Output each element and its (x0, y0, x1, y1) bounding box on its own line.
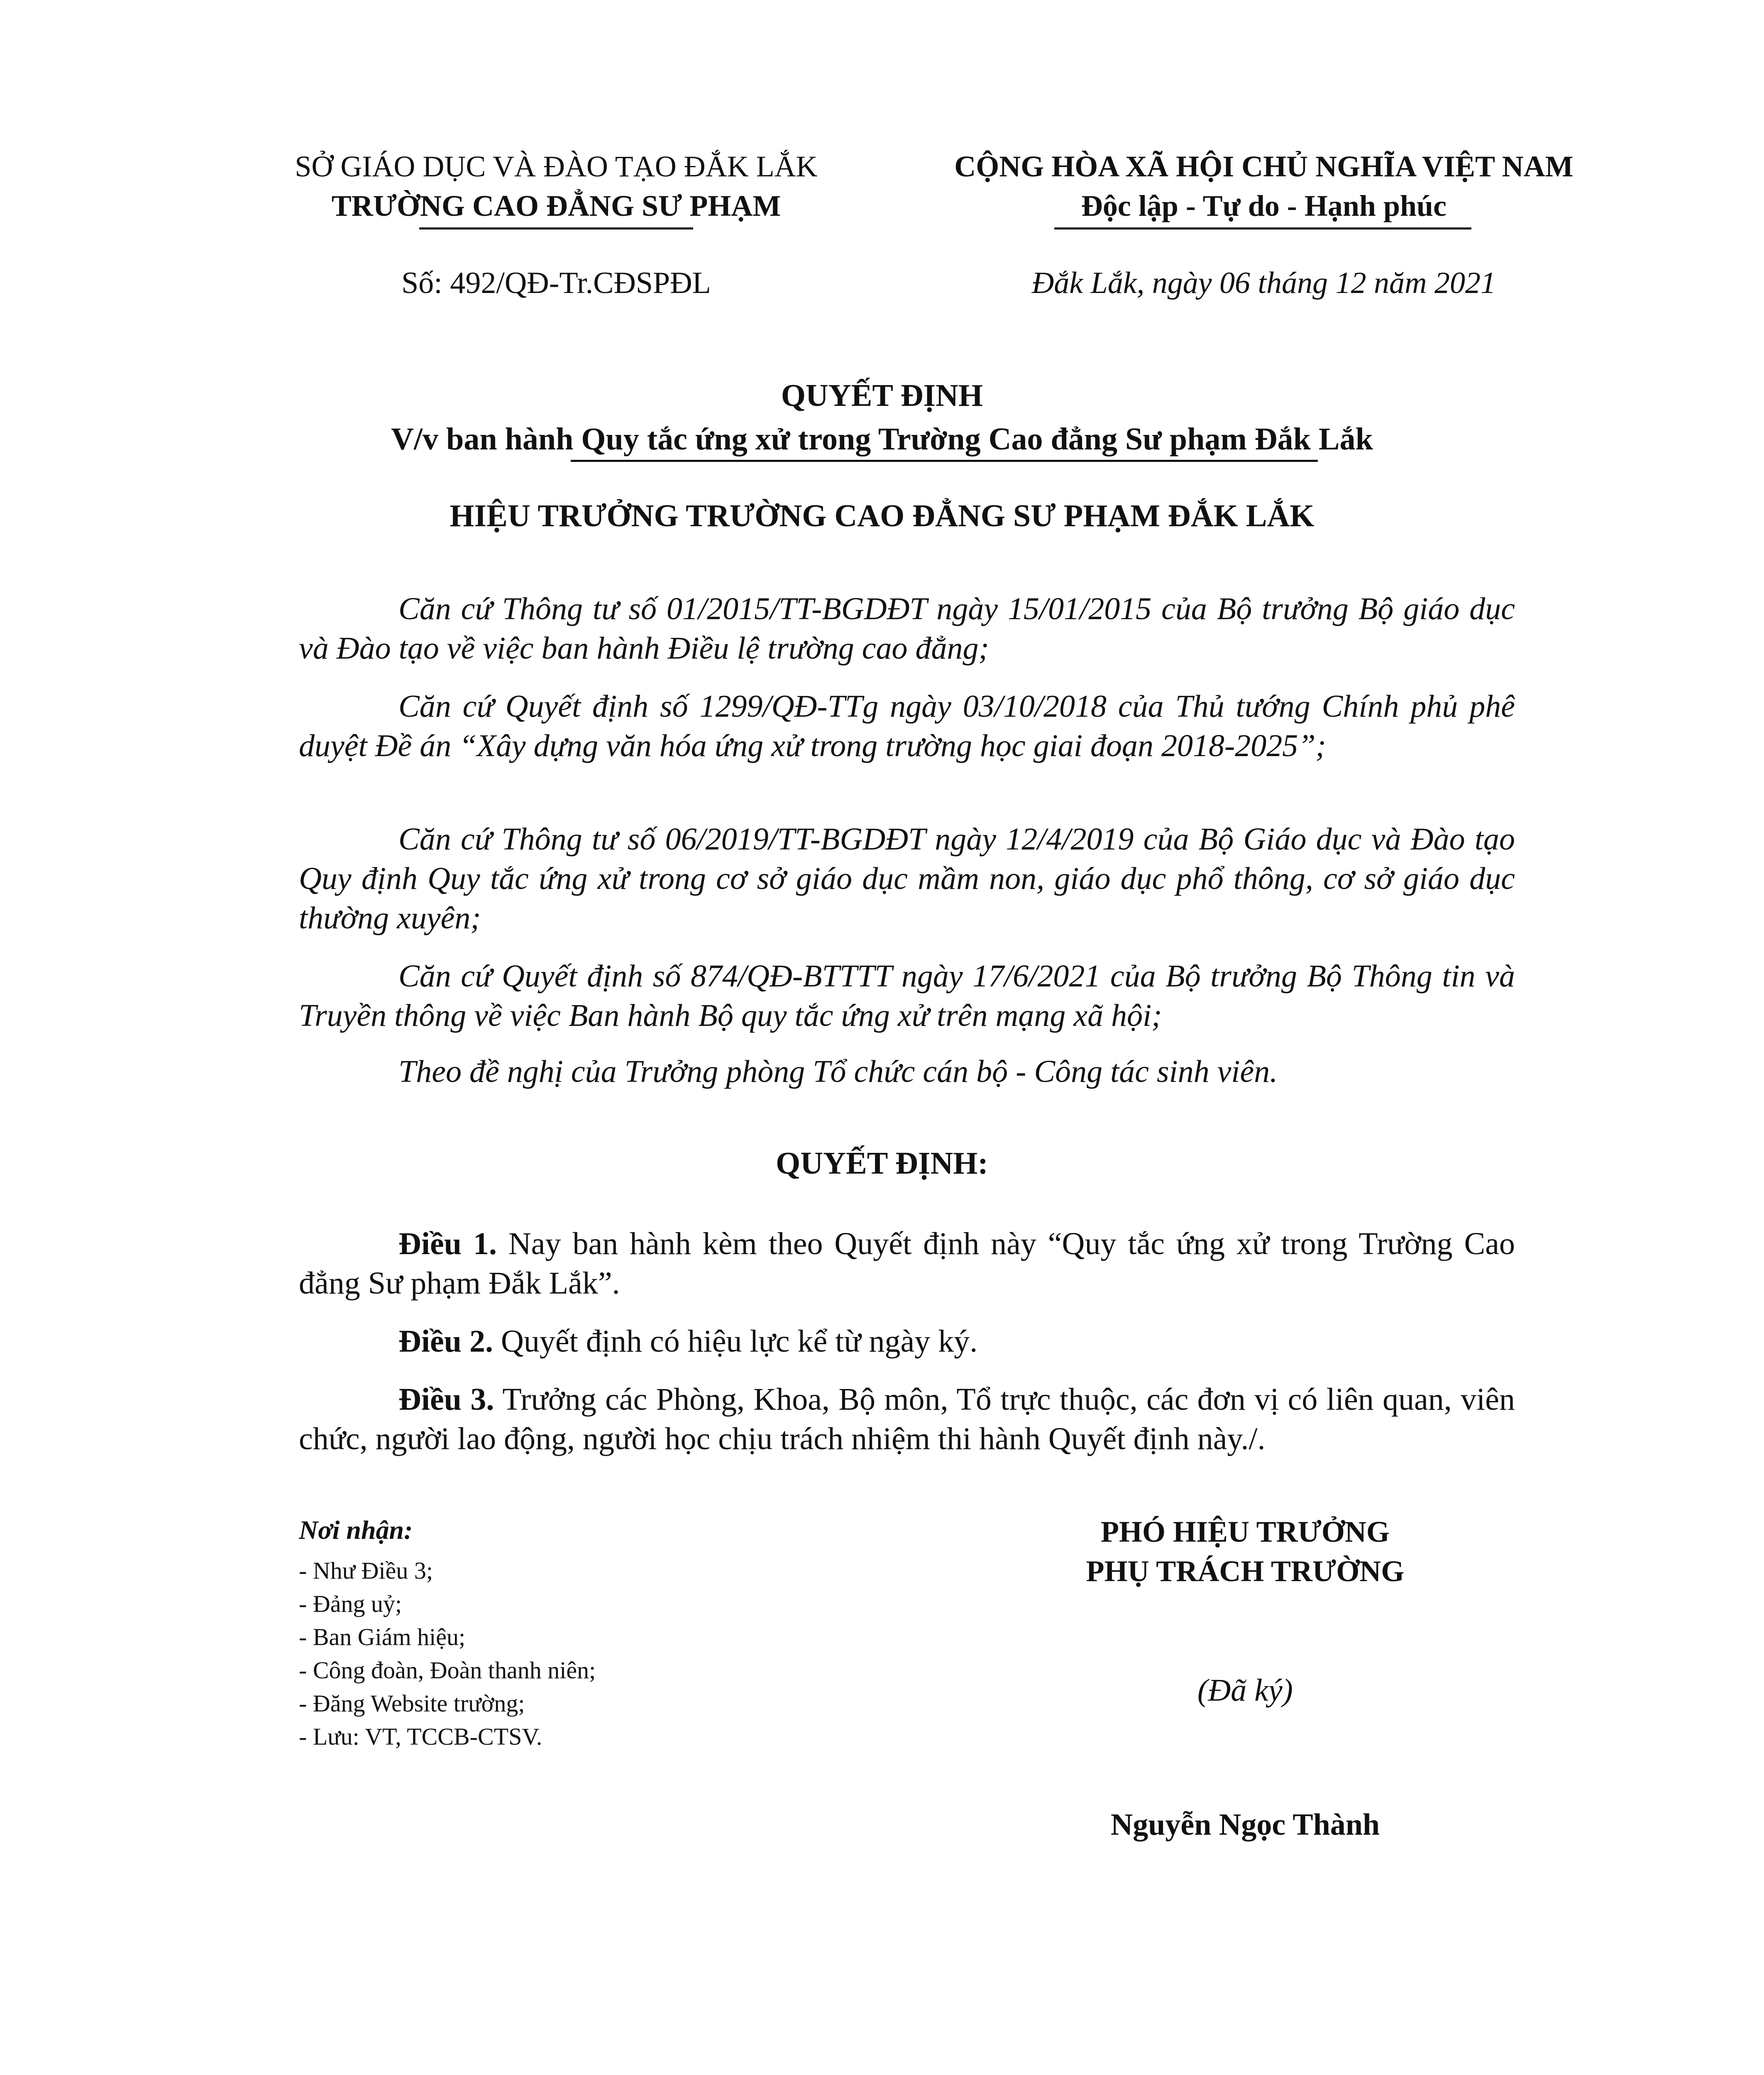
article-1 (299, 1224, 1515, 1303)
legal-basis-4: Căn cứ Quyết định số 874/QĐ-BTTTT ngày 17/6/2021 của Bộ trưởng Bộ Thông tin và Truyền thông về việc Ban hành Bộ quy tắc ứng xử trên mạng xã hội; (299, 959, 1515, 1033)
motto-underline (1054, 227, 1471, 229)
proposal-basis: Theo đề nghị của Trưởng phòng Tổ chức cán bộ - Công tác sinh viên. (398, 1054, 1278, 1089)
article-1-text: Nay ban hành kèm theo Quyết định này “Quy tắc ứng xử trong Trường Cao đẳng Sư phạm Đắk Lắk”. (299, 1226, 1515, 1301)
issuing-authority: HIỆU TRƯỞNG TRƯỜNG CAO ĐẲNG SƯ PHẠM ĐẮK LẮK (450, 498, 1314, 533)
document-number: Số: 492/QĐ-Tr.CĐSPĐL (401, 266, 711, 300)
recipient-item: - Đăng Website trường; (299, 1690, 525, 1717)
legal-basis-1: Căn cứ Thông tư số 01/2015/TT-BGDĐT ngày 15/01/2015 của Bộ trưởng Bộ giáo dục và Đào tạo về việc ban hành Điều lệ trường cao đẳng; (299, 591, 1515, 666)
school-underline (419, 227, 693, 229)
legal-basis-2: Căn cứ Quyết định số 1299/QĐ-TTg ngày 03/10/2018 của Thủ tướng Chính phủ phê duyệt Đề án “Xây dựng văn hóa ứng xử trong trường học giai đoạn 2018-2025”; (299, 689, 1515, 763)
article-3-text: Trưởng các Phòng, Khoa, Bộ môn, Tổ trực thuộc, các đơn vị có liên quan, viên chức, người lao động, người học chịu trách nhiệm thi hành Quyết định này./. (299, 1382, 1515, 1456)
decision-heading: QUYẾT ĐỊNH: (776, 1146, 988, 1181)
document-subject: V/v ban hành Quy tắc ứng xử trong Trường Cao đẳng Sư phạm Đắk Lắk (391, 422, 1373, 456)
signer-name: Nguyễn Ngọc Thành (1110, 1808, 1380, 1842)
recipients-title: Nơi nhận: (299, 1515, 413, 1545)
school-name: TRƯỜNG CAO ĐẲNG SƯ PHẠM (331, 189, 781, 222)
signed-note: (Đã ký) (1197, 1673, 1293, 1708)
recipient-item: - Ban Giám hiệu; (299, 1623, 466, 1650)
subject-underline (571, 460, 1318, 462)
article-2-label: Điều 2. (398, 1324, 493, 1359)
article-1-label: Điều 1. (398, 1226, 497, 1261)
article-2-text: Quyết định có hiệu lực kể từ ngày ký. (493, 1324, 978, 1359)
document-title: QUYẾT ĐỊNH (781, 378, 983, 413)
signer-title-1: PHÓ HIỆU TRƯỞNG (1100, 1515, 1390, 1548)
recipient-item: - Công đoàn, Đoàn thanh niên; (299, 1657, 596, 1684)
recipient-item: - Lưu: VT, TCCB-CTSV. (299, 1723, 542, 1750)
document-date: Đắk Lắk, ngày 06 tháng 12 năm 2021 (1031, 266, 1496, 300)
recipients-list (299, 1554, 596, 1753)
national-motto: Độc lập - Tự do - Hạnh phúc (1081, 189, 1447, 222)
article-3-label: Điều 3. (398, 1382, 494, 1417)
article-3 (299, 1380, 1515, 1459)
country-name: CỘNG HÒA XÃ HỘI CHỦ NGHĨA VIỆT NAM (954, 150, 1573, 183)
agency-name: SỞ GIÁO DỤC VÀ ĐÀO TẠO ĐẮK LẮK (295, 150, 818, 183)
signer-title-2: PHỤ TRÁCH TRƯỜNG (1086, 1555, 1405, 1588)
legal-basis-3: Căn cứ Thông tư số 06/2019/TT-BGDĐT ngày 12/4/2019 của Bộ Giáo dục và Đào tạo Quy định Quy tắc ứng xử trong cơ sở giáo dục mầm non, giáo dục phổ thông, cơ sở giáo dục thường xuyên; (299, 822, 1515, 935)
article-2 (299, 1322, 1515, 1361)
recipient-item: - Đảng uỷ; (299, 1590, 402, 1617)
recipient-item: - Như Điều 3; (299, 1557, 433, 1584)
